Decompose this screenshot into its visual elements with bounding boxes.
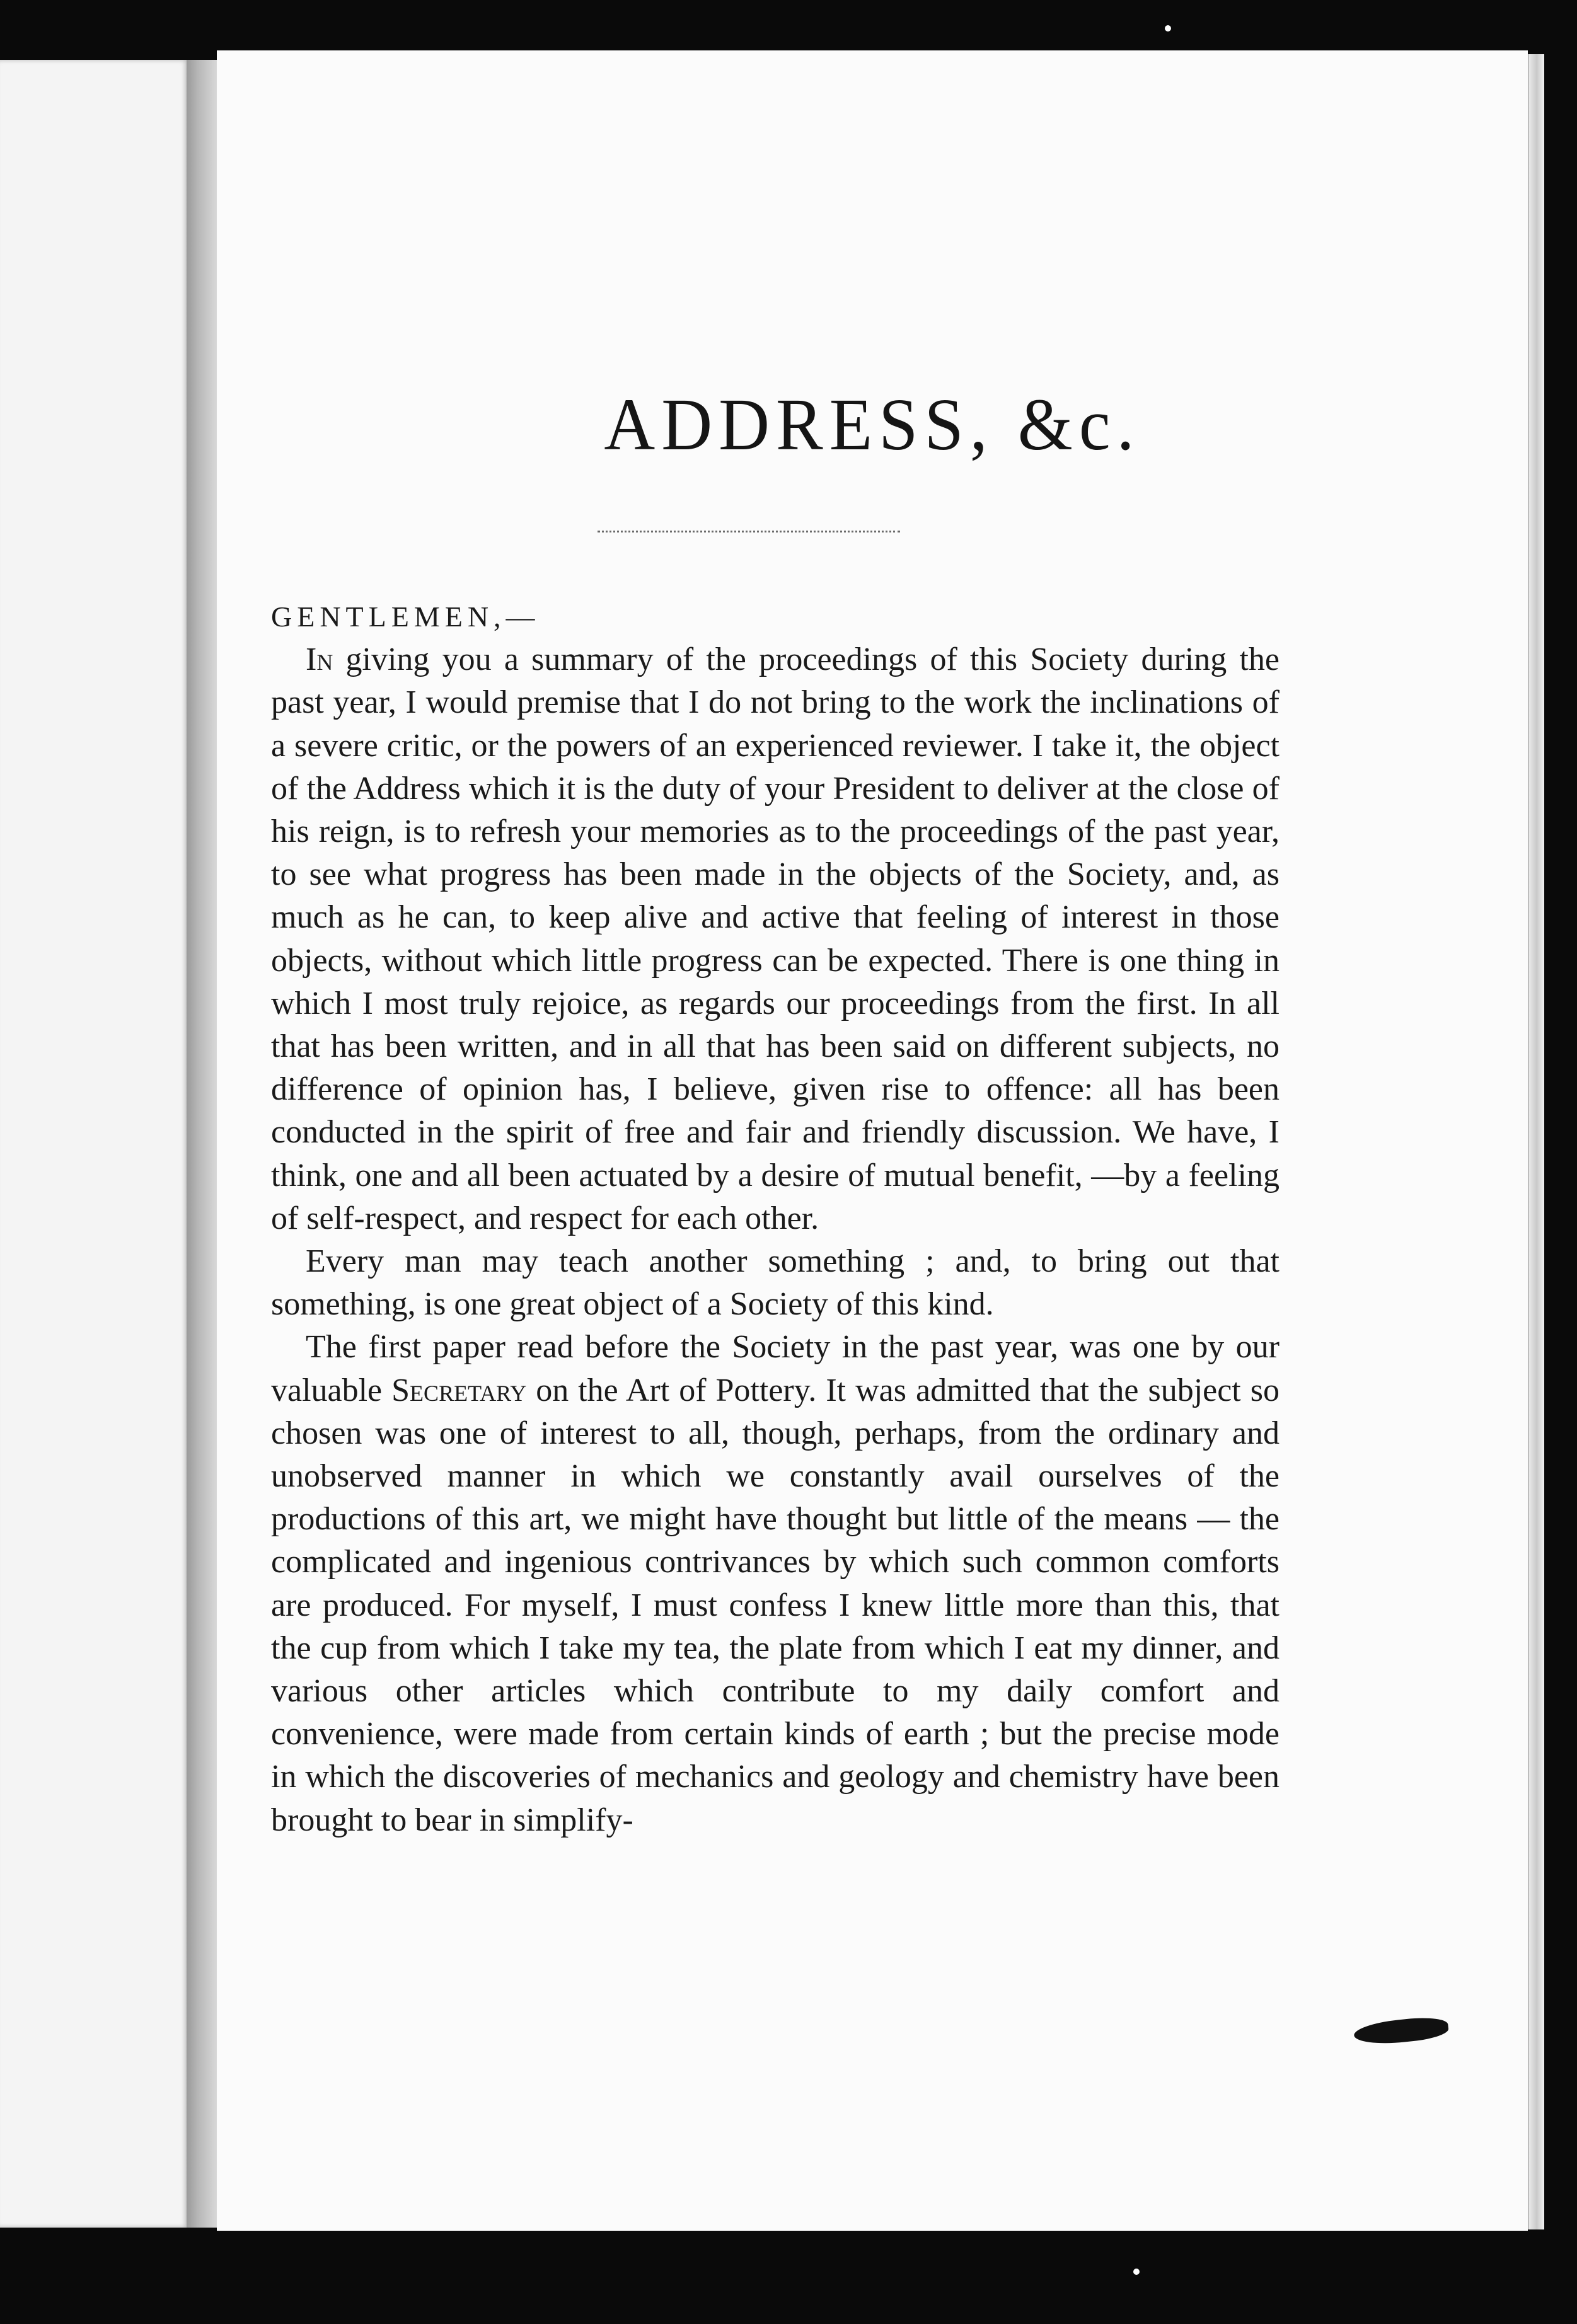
paragraph-2 — [271, 1240, 1280, 1326]
scan-speck — [1133, 2269, 1140, 2275]
scan-speck — [1165, 25, 1171, 32]
page-edge — [1528, 54, 1544, 2229]
paragraph-3-text-before: The first paper read before the Society in the past year, was one by our valuable — [271, 1329, 1280, 1408]
paragraph-3-text-after: on the Art of Pottery. It was admitted that the subject so chosen was one of interest to all, though, perhaps, from the ordinary and unobserved manner in which we constantly avail ourselves of the productions of this art, we might have thought but little of the means — the complicated and ingenious contrivances by which such common comforts are produced. For myself, I must confess I knew little more than this, that the cup from which I take my tea, the plate from which I eat my dinner, and various other articles which contribute to my daily comfort and convenience, were made from certain kinds of earth ; but the precise mode in which the discoveries of mechanics and geology and chemistry have been brought to bear in simplify- — [271, 1372, 1280, 1838]
drop-lead-word: In — [306, 641, 333, 678]
facing-page — [0, 60, 189, 2228]
salutation: GENTLEMEN,— — [271, 601, 540, 633]
paragraph-1 — [271, 638, 1280, 1240]
page-heading: ADDRESS, &c. — [604, 383, 1141, 466]
paragraph-2-text: Every man may teach another something ; and, to bring out that something, is one great object of a Society of this kind. — [271, 1243, 1280, 1323]
book-gutter — [187, 60, 217, 2228]
ornamental-rule — [598, 531, 900, 532]
secretary-smallcaps: Secretary — [391, 1372, 527, 1408]
body-text — [271, 595, 1280, 1842]
paragraph-3 — [271, 1326, 1280, 1841]
paragraph-1-text: giving you a summary of the proceedings of this Society during the past year, I would premise that I do not bring to the work the inclinations of a severe critic, or the powers of an experienced reviewer. I take it, the object of the Address which it is the duty of your President to deliver at the close of his reign, is to refresh your memories as to the proceedings of the past year, to see what progress has been made in the objects of the Society, and, as much as he can, to keep alive and active that feeling of interest in those objects, without which little progress can be expected. There is one thing in which I most truly rejoice, as regards our proceedings from the first. In all that has been written, and in all that has been said on different subjects, no difference of opinion has, I believe, given rise to offence: all has been conducted in the spirit of free and fair and friendly discussion. We have, I think, one and all been actuated by a desire of mutual benefit, —by a feeling of self-respect, and respect for each other. — [271, 641, 1280, 1236]
